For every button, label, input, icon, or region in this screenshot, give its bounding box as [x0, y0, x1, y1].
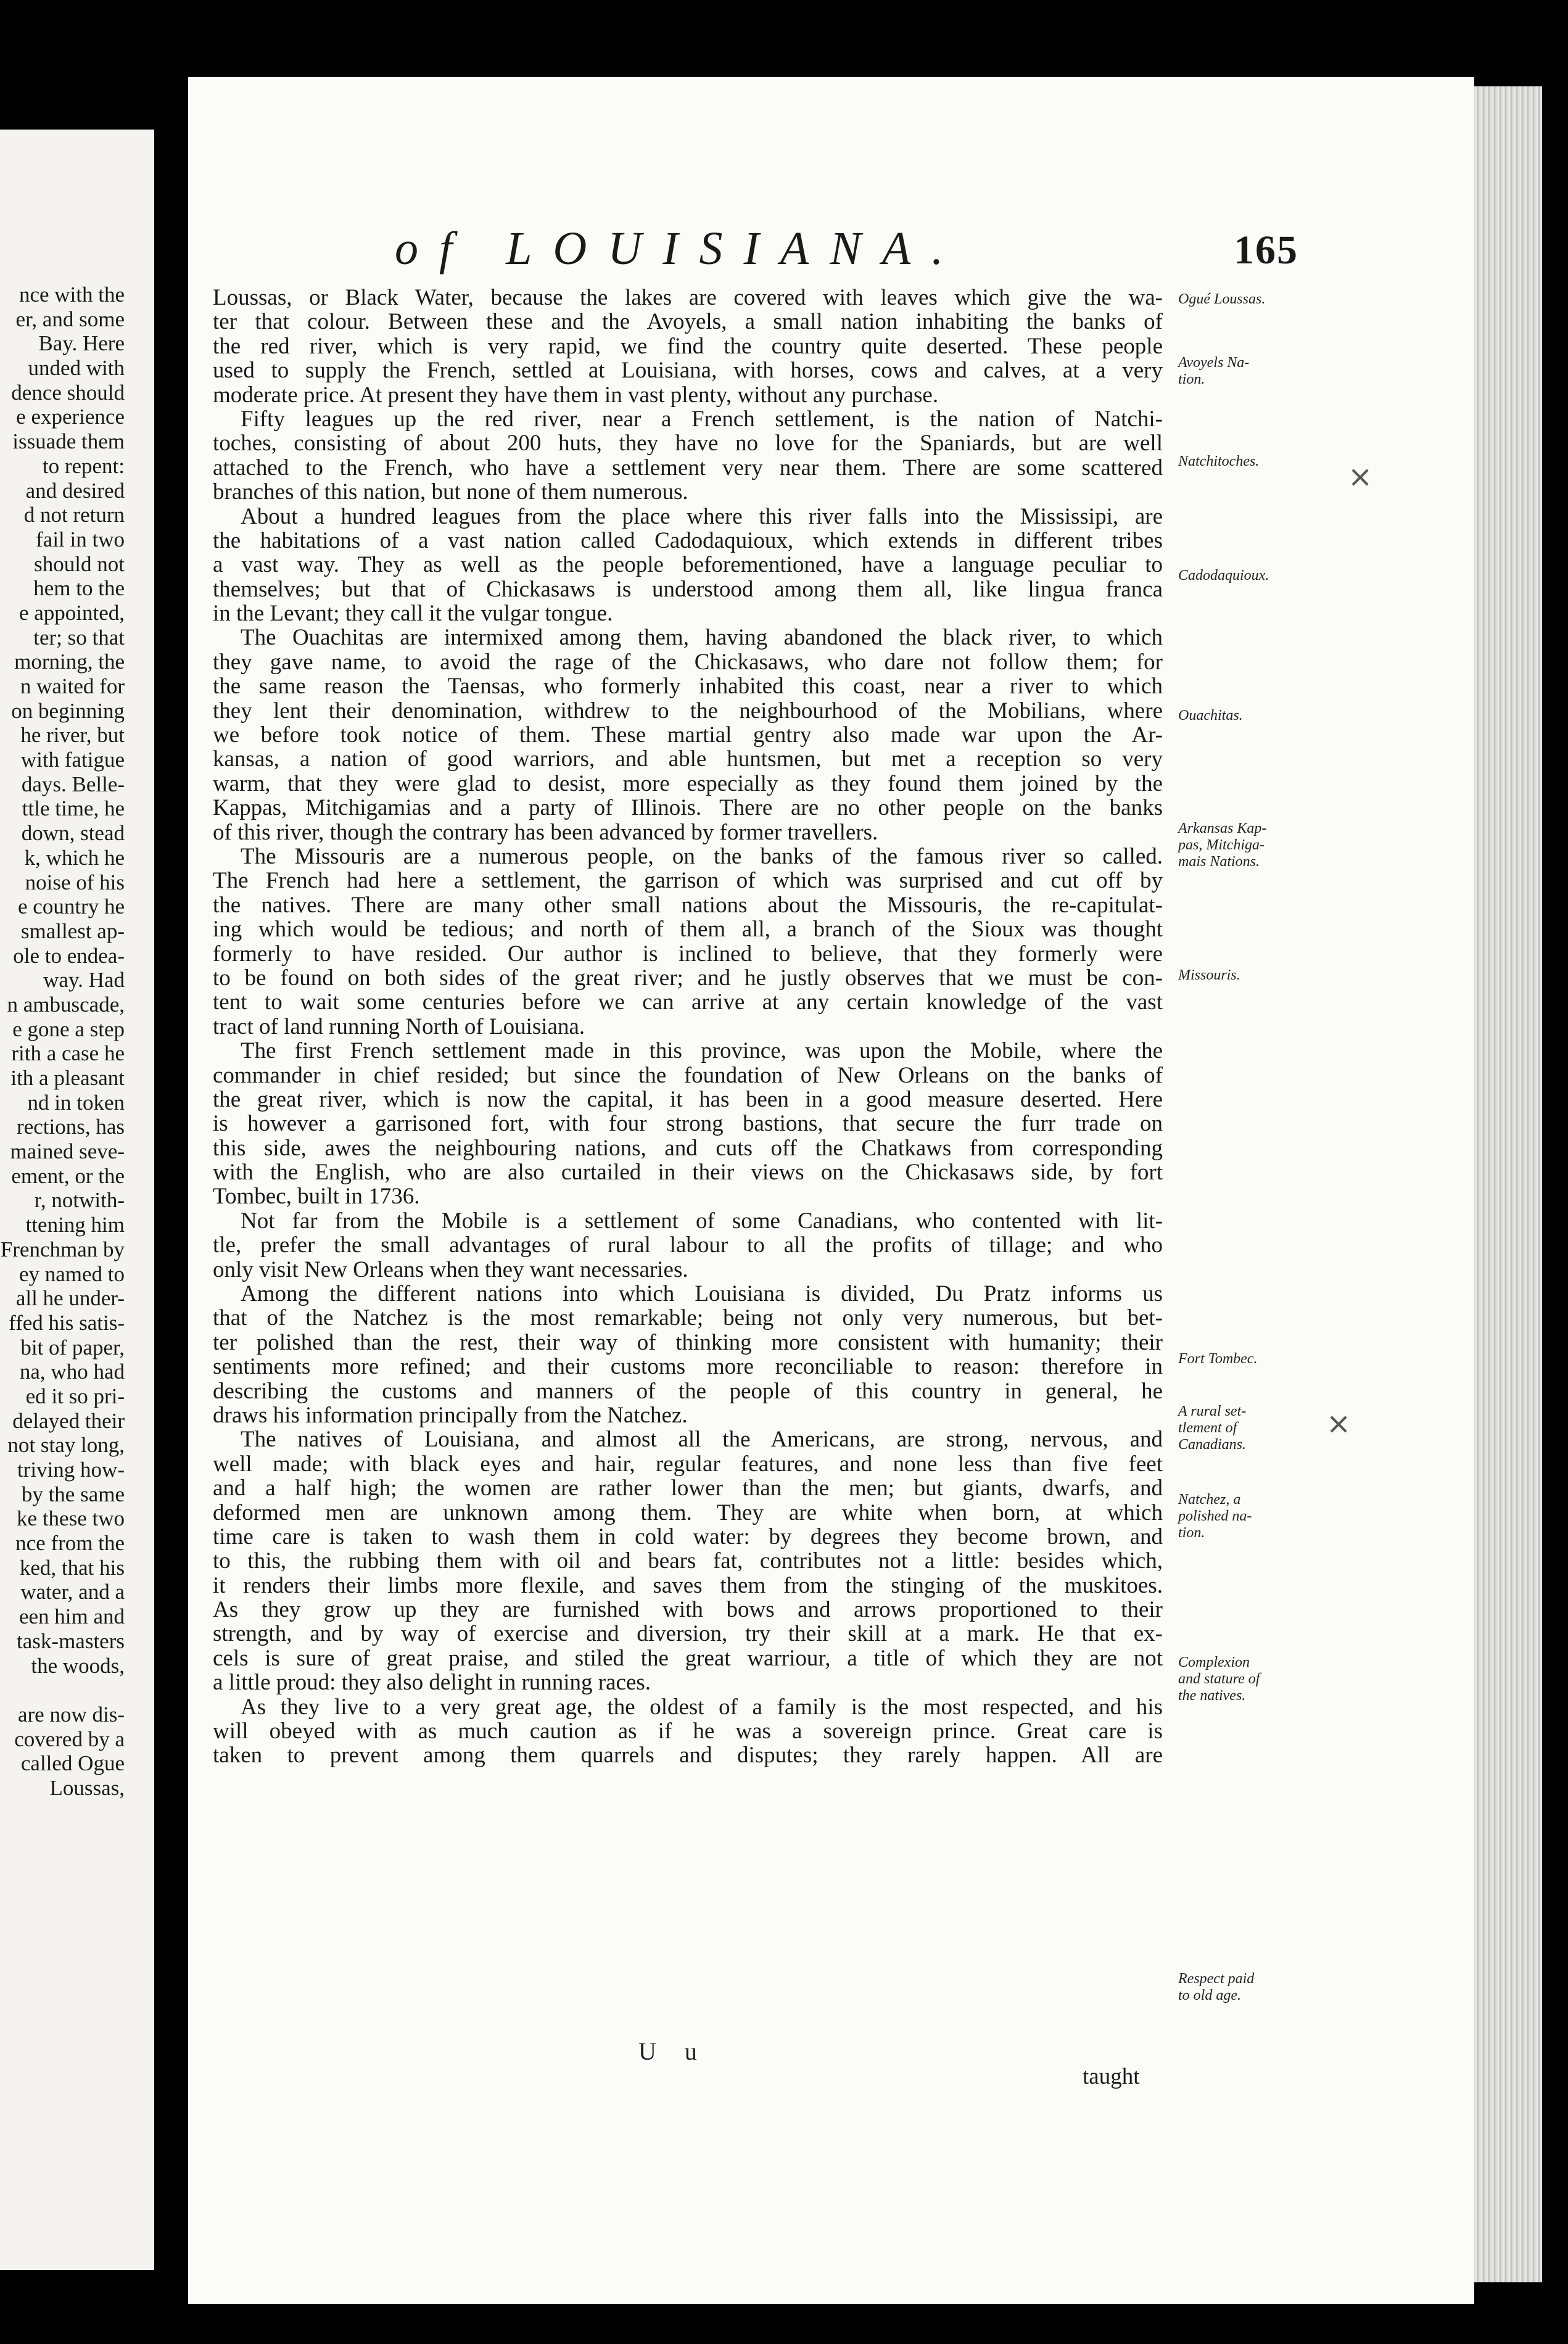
- left-page-line: mained seve-: [10, 1139, 125, 1164]
- text-line: Fifty leagues up the red river, near a French settlement, is the nation of Natchi-: [241, 406, 1163, 432]
- text-line: to this, the rubbing them with oil and bears fat, contributes not a little: besides which,: [213, 1548, 1163, 1574]
- left-page-line: ked, that his: [19, 1555, 125, 1580]
- margin-note: Natchitoches.: [1178, 453, 1260, 469]
- left-page-line: e gone a step: [12, 1017, 125, 1041]
- text-line: a vast way. They as well as the people beforementioned, have a language peculiar to: [213, 552, 1163, 578]
- left-page-line: n ambuscade,: [7, 992, 125, 1017]
- left-page-line: ed it so pri-: [25, 1384, 125, 1408]
- margin-note: Avoyels Na- tion.: [1178, 355, 1250, 387]
- left-page-line: and desired: [25, 478, 125, 503]
- left-page-line: ole to endea-: [13, 943, 125, 968]
- text-line: we before took notice of them. These martial gentry also made war upon the Ar-: [213, 722, 1163, 748]
- text-line: is however a garrisoned fort, with four strong bastions, that secure the furr trade on: [213, 1111, 1163, 1137]
- page-edge-shadow: [1542, 86, 1568, 2282]
- text-line: this side, awes the neighbouring nations, and cuts off the Chatkaws from corresponding: [213, 1135, 1163, 1161]
- text-line: As they live to a very great age, the oldest of a family is the most respected, and his: [241, 1694, 1163, 1720]
- left-page-line: na, who had: [19, 1360, 125, 1384]
- text-line: in the Levant; they call it the vulgar tongue.: [213, 601, 613, 627]
- page-number: 165: [1234, 228, 1298, 273]
- left-page-line: k, which he: [24, 845, 125, 870]
- running-head: of LOUISIANA.: [395, 223, 965, 274]
- text-line: taken to prevent among them quarrels and disputes; they rarely happen. All are: [213, 1743, 1163, 1768]
- margin-note: Cadodaquioux.: [1178, 567, 1269, 584]
- text-line: with the English, who are also curtailed in their views on the Chickasaws side, by fort: [213, 1160, 1163, 1186]
- text-line: About a hundred leagues from the place where this river falls into the Mississipi, are: [241, 503, 1163, 529]
- text-line: themselves; but that of Chickasaws is understood among them all, like lingua franca: [213, 576, 1163, 602]
- margin-note: A rural set- tlement of Canadians.: [1178, 1403, 1247, 1453]
- text-line: Loussas, or Black Water, because the lakes are covered with leaves which give the wa-: [213, 285, 1163, 310]
- left-page-line: triving how-: [17, 1458, 125, 1482]
- text-line: it renders their limbs more flexile, and saves them from the stinging of the muskitoes.: [213, 1572, 1163, 1598]
- left-page-line: e country he: [18, 894, 125, 919]
- margin-note: Complexion and stature of the natives.: [1178, 1654, 1260, 1704]
- left-page-line: all he under-: [15, 1286, 125, 1311]
- left-page-line: nd in token: [27, 1090, 125, 1115]
- left-page-line: with fatigue: [20, 748, 125, 772]
- text-line: ter that colour. Between these and the Avoyels, a small nation inhabiting the banks of: [213, 309, 1163, 335]
- text-line: a little proud: they also delight in running races.: [213, 1670, 651, 1696]
- left-page-line: een him and: [19, 1604, 125, 1629]
- text-line: to be found on both sides of the great river; and he justly observes that we must be con-: [213, 965, 1163, 991]
- text-line: commander in chief resided; but since the foundation of New Orleans on the banks of: [213, 1062, 1163, 1088]
- text-line: tent to wait some centuries before we can arrive at any certain knowledge of the vast: [213, 989, 1163, 1015]
- left-page-line: e experience: [16, 405, 125, 429]
- text-line: Kappas, Mitchigamias and a party of Illinois. There are no other people on the banks: [213, 795, 1163, 821]
- left-page-line: hem to the: [33, 576, 125, 601]
- left-page-line: should not: [34, 551, 125, 576]
- pencil-mark: ×: [1348, 460, 1373, 494]
- left-page-line: ement, or the: [11, 1163, 125, 1188]
- left-page-line: er, and some: [15, 307, 125, 331]
- text-line: tle, prefer the small advantages of rural labour to all the profits of tillage; and who: [213, 1232, 1163, 1258]
- text-line: Among the different nations into which Louisiana is divided, Du Pratz informs us: [241, 1281, 1163, 1307]
- text-line: kansas, a nation of good warriors, and able huntsmen, but met a reception so very: [213, 746, 1163, 772]
- text-line: that of the Natchez is the most remarkable; being not only very numerous, but bet-: [213, 1305, 1163, 1331]
- left-page-line: days. Belle-: [21, 772, 125, 796]
- text-line: will obeyed with as much caution as if he was a sovereign prince. Great care is: [213, 1719, 1163, 1744]
- left-page-line: water, and a: [20, 1580, 125, 1604]
- margin-note: Natchez, a polished na- tion.: [1178, 1492, 1252, 1541]
- left-page-line: nce from the: [15, 1531, 125, 1556]
- text-line: The Missouris are a numerous people, on the banks of the famous river so called.: [241, 843, 1163, 869]
- text-line: Not far from the Mobile is a settlement of some Canadians, who contented with lit-: [241, 1208, 1163, 1234]
- left-page-line: morning, the: [14, 650, 125, 674]
- left-page-line: called Ogue: [20, 1751, 125, 1776]
- left-page-line: rith a case he: [11, 1041, 125, 1066]
- left-page-text: [0, 283, 125, 1801]
- margin-note: Ogué Loussas.: [1178, 291, 1266, 307]
- text-line: deformed men are unknown among them. They are white when born, at which: [213, 1500, 1163, 1525]
- text-line: ing which would be tedious; and north of them all, a branch of the Sioux was thought: [213, 917, 1163, 943]
- signature-mark: U u: [638, 2037, 708, 2065]
- text-line: toches, consisting of about 200 huts, they have no love for the Spaniards, but are well: [213, 431, 1163, 456]
- left-page-line: n waited for: [20, 674, 125, 698]
- left-page-line: nce with the: [19, 283, 125, 307]
- left-page-line: rections, has: [17, 1115, 125, 1139]
- left-page-line: dence should: [11, 380, 125, 405]
- text-line: well made; with black eyes and hair, regular features, and none less than five feet: [213, 1451, 1163, 1477]
- left-page-line: d not return: [23, 503, 125, 527]
- text-line: strength, and by way of exercise and diversion, try their skill at a mark. He that ex-: [213, 1621, 1163, 1647]
- text-line: tract of land running North of Louisiana.: [213, 1013, 585, 1039]
- text-line: The French had here a settlement, the garrison of which was surprised and cut off by: [213, 868, 1163, 894]
- text-line: ter polished than the rest, their way of thinking more consistent with humanity; their: [213, 1329, 1163, 1355]
- left-page-line: he river, but: [20, 723, 125, 748]
- left-page-line: ttle time, he: [22, 796, 125, 821]
- text-line: they gave name, to avoid the rage of the Chickasaws, who dare not follow them; for: [213, 649, 1163, 675]
- left-page-line: Bay. Here: [38, 331, 125, 356]
- left-page-fragment: [0, 130, 154, 2270]
- margin-note: Missouris.: [1178, 967, 1240, 983]
- left-page-line: noise of his: [25, 870, 125, 894]
- left-page-line: ith a pleasant: [10, 1066, 125, 1090]
- text-line: the same reason the Taensas, who formerly inhabited this coast, near a river to which: [213, 674, 1163, 699]
- text-line: the red river, which is very rapid, we find the country quite deserted. These people: [213, 333, 1163, 359]
- text-line: The first French settlement made in this province, was upon the Mobile, where the: [241, 1038, 1163, 1064]
- text-line: Tombec, built in 1736.: [213, 1184, 420, 1210]
- text-line: the natives. There are many other small nations about the Missouris, the re-capitulat-: [213, 892, 1163, 918]
- left-page-line: [0, 1678, 125, 1702]
- left-page-line: bit of paper,: [20, 1335, 125, 1360]
- left-page-line: are now dis-: [17, 1702, 125, 1727]
- left-page-line: issuade them: [12, 429, 125, 454]
- text-line: attached to the French, who have a settlement very near them. There are some scattered: [213, 455, 1163, 481]
- text-line: they lent their denomination, withdrew to the neighbourhood of the Mobilians, where: [213, 698, 1163, 724]
- left-page-line: fail in two: [36, 527, 125, 551]
- left-page-line: ttening him: [25, 1213, 125, 1237]
- left-page-line: not stay long,: [7, 1433, 125, 1458]
- left-page-line: Frenchman by: [0, 1237, 125, 1261]
- pencil-mark: ×: [1326, 1406, 1351, 1441]
- text-line: draws his information principally from the Natchez.: [213, 1402, 688, 1428]
- book-gutter: [154, 117, 188, 2288]
- left-page-line: ey named to: [19, 1261, 125, 1286]
- body-text: [213, 286, 1163, 1768]
- left-page-line: covered by a: [14, 1727, 125, 1751]
- left-page-line: down, stead: [21, 821, 125, 846]
- text-line: moderate price. At present they have them in vast plenty, without any purchase.: [213, 382, 939, 408]
- left-page-line: task-masters: [17, 1628, 125, 1653]
- text-line: The natives of Louisiana, and almost all the Americans, are strong, nervous, and: [241, 1427, 1163, 1453]
- left-page-line: smallest ap-: [20, 918, 125, 943]
- left-page-line: ter; so that: [33, 625, 125, 650]
- left-page-line: ke these two: [17, 1506, 125, 1531]
- text-line: As they grow up they are furnished with bows and arrows proportioned to their: [213, 1597, 1163, 1623]
- margin-note: Arkansas Kap- pas, Mitchiga- mais Nations.: [1178, 820, 1267, 870]
- margin-note: Fort Tombec.: [1178, 1351, 1258, 1367]
- left-page-line: ffed his satis-: [9, 1310, 125, 1335]
- left-page-line: Loussas,: [49, 1775, 125, 1800]
- text-line: of this river, though the contrary has been advanced by former travellers.: [213, 819, 878, 845]
- margin-note: Ouachitas.: [1178, 708, 1243, 724]
- text-line: the habitations of a vast nation called Cadodaquioux, which extends in different tribes: [213, 527, 1163, 553]
- left-page-line: the woods,: [31, 1653, 125, 1678]
- text-line: warm, that they were glad to desist, more especially as they found them joined by the: [213, 770, 1163, 796]
- page-edges: [1474, 86, 1542, 2282]
- catchword: taught: [1083, 2064, 1140, 2089]
- text-line: formerly to have resided. Our author is inclined to believe, that they formerly were: [213, 941, 1163, 967]
- text-line: and a half high; the women are rather lower than the men; but giants, dwarfs, and: [213, 1475, 1163, 1501]
- left-page-line: unded with: [28, 356, 125, 381]
- text-line: sentiments more refined; and their customs more reconciliable to reason: therefore in: [213, 1354, 1163, 1380]
- left-page-line: by the same: [21, 1482, 125, 1506]
- margin-note: Respect paid to old age.: [1178, 1971, 1255, 2004]
- left-page-line: way. Had: [43, 968, 125, 992]
- left-page-line: delayed their: [12, 1408, 125, 1433]
- left-page-line: e appointed,: [19, 600, 125, 625]
- text-line: only visit New Orleans when they want necessaries.: [213, 1257, 688, 1282]
- left-page-line: to repent:: [42, 453, 125, 478]
- text-line: The Ouachitas are intermixed among them, having abandoned the black river, to which: [241, 625, 1163, 651]
- left-page-line: r, notwith-: [34, 1188, 125, 1213]
- text-line: describing the customs and manners of the people of this country in general, he: [213, 1378, 1163, 1404]
- text-line: branches of this nation, but none of them numerous.: [213, 479, 688, 505]
- text-line: cels is sure of great praise, and stiled the great warriour, a title of which they are not: [213, 1645, 1163, 1671]
- text-line: used to supply the French, settled at Louisiana, with horses, cows and calves, at a very: [213, 358, 1163, 384]
- text-line: the great river, which is now the capital, it has been in a good measure deserted. Here: [213, 1086, 1163, 1112]
- left-page-line: on beginning: [11, 698, 125, 723]
- text-line: time care is taken to wash them in cold water: by degrees they become brown, and: [213, 1524, 1163, 1550]
